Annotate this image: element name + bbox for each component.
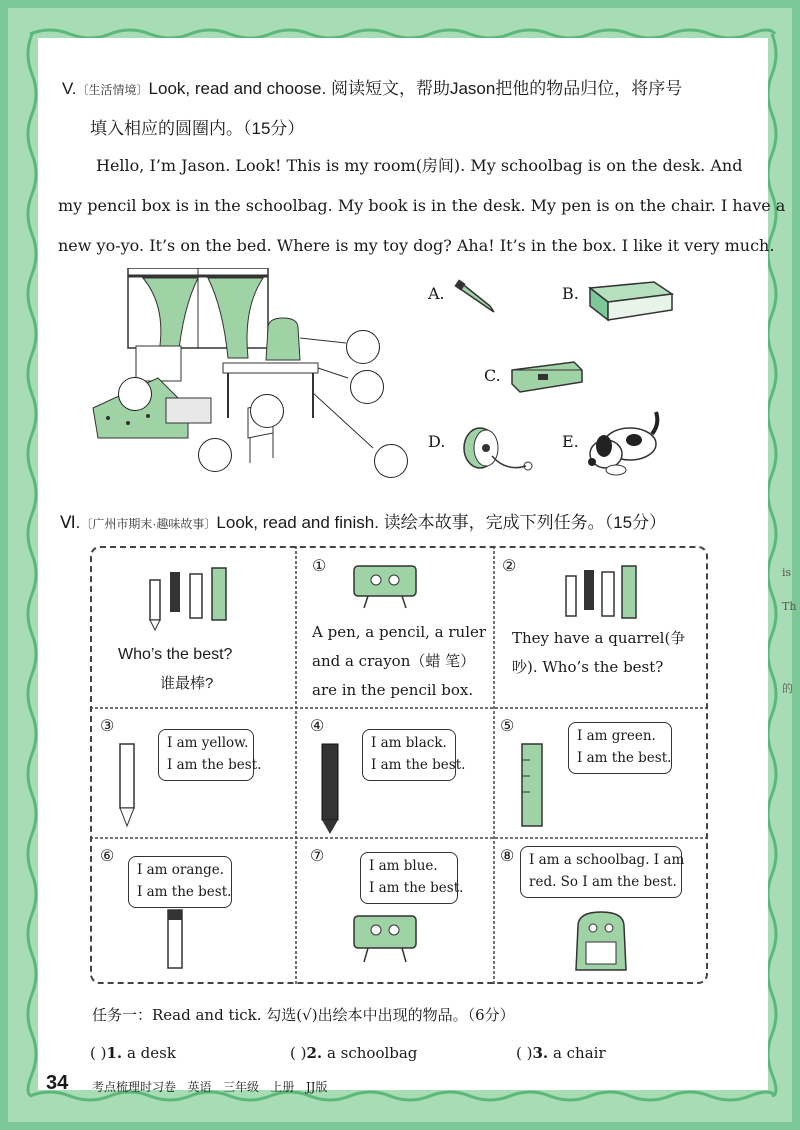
footer-subject: 英语 [187, 1080, 212, 1094]
answer-item-1-paren[interactable]: ( ) [90, 1044, 107, 1062]
cell7-number: ⑦ [310, 846, 325, 865]
option-a-label: A. [428, 284, 445, 303]
cell3-line-1: I am yellow. [167, 735, 249, 751]
stationery-quarrel-illustration [560, 562, 650, 622]
yoyo-icon [456, 422, 536, 478]
answer-item-3-text: a chair [552, 1044, 606, 1062]
pencil-box-icon [508, 356, 586, 396]
section5-tag: 〔生活情境〕 [76, 83, 149, 97]
room-illustration [88, 268, 398, 478]
cell2-number: ② [502, 556, 517, 575]
cell3-speech-bubble [158, 729, 262, 781]
section5-title: Look, read and choose. 阅读短文，帮助Jason把他的物品归位，将序号 [148, 79, 683, 98]
answer-item-1[interactable] [90, 1044, 176, 1062]
passage-line-1: Hello, I’m Jason. Look! This is my room(房间). My schoolbag is on the desk. And [96, 156, 743, 175]
cell6-number: ⑥ [100, 846, 115, 865]
answer-item-1-number: 1. [106, 1044, 123, 1062]
yellow-pencil-character [112, 740, 142, 830]
section6-heading [60, 508, 666, 533]
red-schoolbag-character [566, 906, 636, 976]
answer-item-2-paren[interactable]: ( ) [290, 1044, 307, 1062]
answer-circle-desk[interactable] [350, 370, 384, 404]
cell7-line-1: I am blue. [369, 858, 438, 874]
cell1-line-1: A pen, a pencil, a ruler [312, 623, 487, 641]
cell6-line-1: I am orange. [137, 862, 225, 878]
answer-item-2-text: a schoolbag [326, 1044, 418, 1062]
cell8-number: ⑧ [500, 846, 515, 865]
cell2-line-2: 吵). Who’s the best? [512, 658, 664, 676]
cell8-line-1: I am a schoolbag. I am [529, 852, 685, 868]
footer-volume: 上册 [270, 1080, 295, 1094]
green-ruler-character [512, 740, 552, 830]
cell4-line-2: I am the best. [371, 757, 466, 773]
section5-heading [62, 74, 682, 99]
option-c-label: C. [484, 366, 501, 385]
book-icon [584, 278, 676, 322]
cell1-line-2: and a crayon（蜡 笔） [312, 652, 476, 670]
footer-grade: 三年级 [222, 1080, 259, 1094]
footer-book-info [92, 1078, 328, 1095]
answer-item-2[interactable] [290, 1044, 417, 1062]
answer-circle-chair[interactable] [250, 394, 284, 428]
cell3-number: ③ [100, 716, 115, 735]
cell7-line-2: I am the best. [369, 880, 464, 896]
cell8-line-2: red. So I am the best. [529, 874, 677, 890]
page-number: 34 [46, 1072, 69, 1094]
orange-pen-character [160, 906, 190, 978]
answer-circle-schoolbag[interactable] [346, 330, 380, 364]
option-e-label: E. [562, 432, 579, 451]
cell8-speech-bubble [520, 846, 685, 898]
stationery-group-illustration [140, 562, 240, 632]
cell5-speech-bubble [568, 722, 672, 774]
black-crayon-character [316, 740, 346, 836]
cell4-number: ④ [310, 716, 325, 735]
section6-title: Look, read and finish. 读绘本故事，完成下列任务。（15分） [216, 513, 667, 532]
pen-icon [452, 278, 500, 316]
intro-text-en: Who’s the best? [118, 646, 233, 663]
answer-item-3-number: 3. [532, 1044, 549, 1062]
cell4-speech-bubble [362, 729, 466, 781]
answer-circle-box[interactable] [374, 444, 408, 478]
toy-dog-icon [584, 404, 664, 480]
answer-item-1-text: a desk [126, 1044, 176, 1062]
cell1-number: ① [312, 556, 327, 575]
intro-text-zh: 谁最棒? [160, 675, 214, 692]
cell6-line-2: I am the best. [137, 884, 232, 900]
cell7-speech-bubble [360, 852, 464, 904]
margin-text-3: 的 [782, 682, 793, 695]
answer-item-2-number: 2. [306, 1044, 323, 1062]
section6-number: Ⅵ. [60, 513, 81, 532]
cell4-line-1: I am black. [371, 735, 447, 751]
footer-edition: JJ版 [305, 1080, 328, 1094]
passage-line-3: new yo-yo. It’s on the bed. Where is my toy dog? Aha! It’s in the box. I like it very much. [58, 236, 775, 255]
cell1-line-3: are in the pencil box. [312, 681, 474, 699]
blue-pencil-box-character [346, 908, 426, 968]
task1-instruction: 任务一：Read and tick. 勾选(√)出绘本中出现的物品。（6分） [92, 1006, 515, 1024]
passage-line-2: my pencil box is in the schoolbag. My book is in the desk. My pen is on the chair. I have a [58, 196, 786, 215]
option-b-label: B. [562, 284, 579, 303]
section6-tag: 〔广州市期末·趣味故事〕 [80, 517, 217, 531]
cell3-line-2: I am the best. [167, 757, 262, 773]
cell5-line-1: I am green. [577, 728, 656, 744]
cell5-line-2: I am the best. [577, 750, 672, 766]
cell5-number: ⑤ [500, 716, 515, 735]
section5-title-line2: 填入相应的圆圈内。（15分） [90, 119, 305, 138]
answer-circle-floor[interactable] [198, 438, 232, 472]
pencil-box-character [340, 560, 430, 612]
option-d-label: D. [428, 432, 446, 451]
margin-text-2: Th [782, 600, 797, 613]
section5-number: V. [62, 79, 77, 98]
answer-circle-bed[interactable] [118, 377, 152, 411]
cell6-speech-bubble [128, 856, 232, 908]
margin-text-1: is [782, 566, 792, 579]
answer-item-3-paren[interactable]: ( ) [516, 1044, 533, 1062]
answer-item-3[interactable] [516, 1044, 606, 1062]
cell2-line-1: They have a quarrel(争 [512, 629, 686, 647]
footer-book: 考点梳理时习卷 [92, 1080, 177, 1094]
